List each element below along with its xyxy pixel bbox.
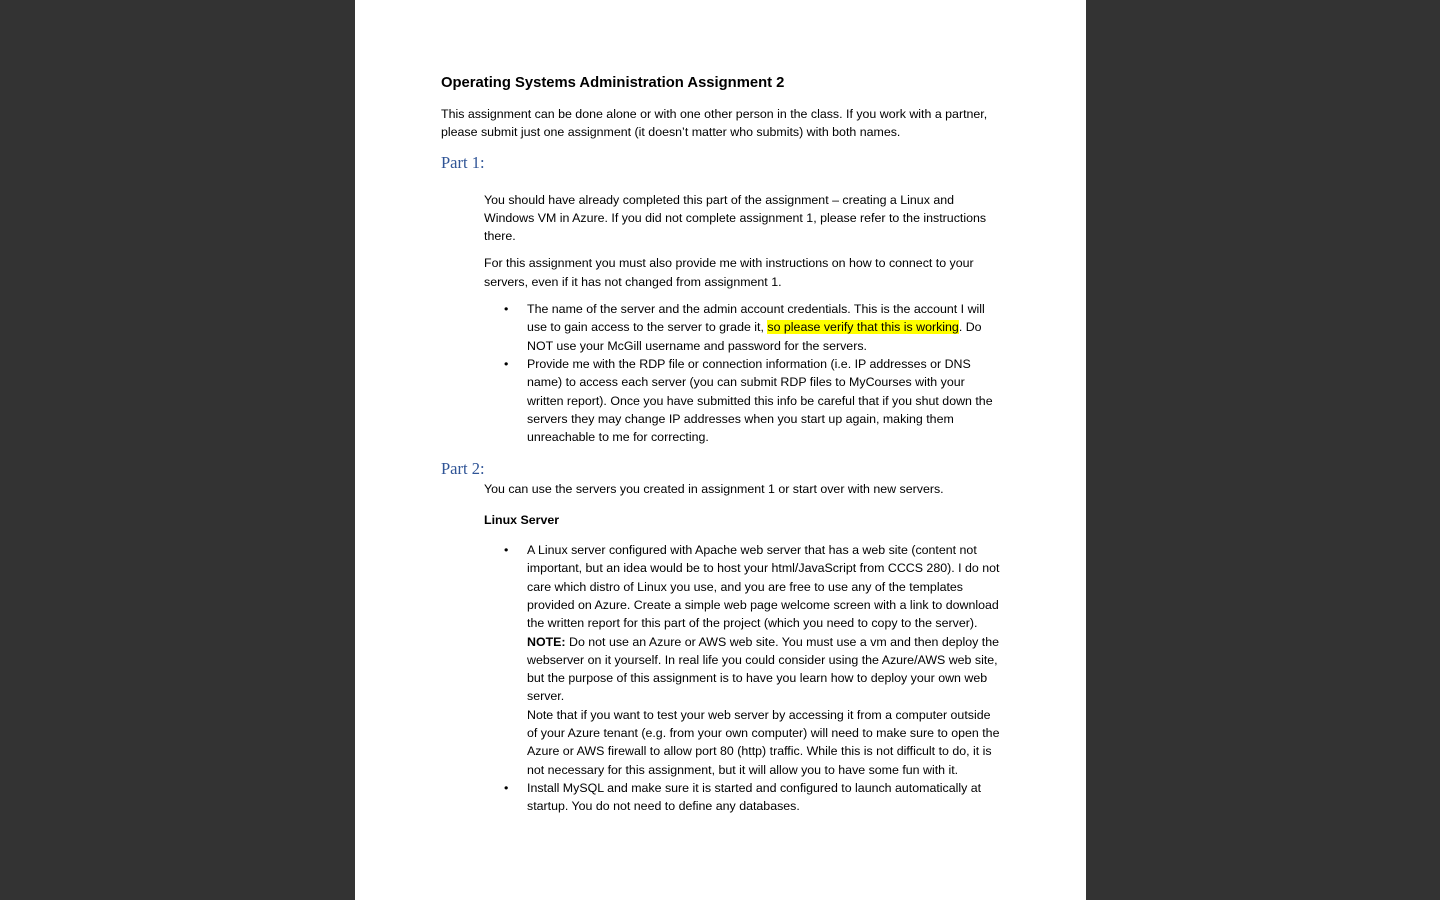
page-content [441, 72, 1007, 816]
bullet-icon: • [504, 543, 509, 558]
bullet-text-before: The name of the server and the admin account credentials. This is the account I will use to gain access to the server to grade it, [527, 302, 985, 335]
bullet-text: Install MySQL and make sure it is started and configured to launch automatically at startup. You do not need to define any databases. [527, 780, 982, 814]
bullet-text-part1: A Linux server configured with Apache web server that has a web site (content not important, but an idea would be to host your html/JavaScript from CCCS 280). I do not care which distro of Linux you use, and you are free to use any of the templates provided on Azure. Create a simple web page welcome screen with a link to download the written report for this part of the project (which you need to copy to the server). [527, 543, 1000, 631]
part1-heading: Part 1: [441, 152, 485, 172]
bullet-text: Provide me with the RDP file or connection information (i.e. IP addresses or DNS name) to access each server (you can submit RDP files to MyCourses with your written report). Once you have submitted this info be careful that if you shut down the servers they may change IP addresses when you start up again, making them unreachable to me for correcting. [527, 356, 993, 445]
bullet-icon: • [504, 780, 509, 795]
bullet-text-part3: Note that if you want to test your web server by accessing it from a computer outside of your Azure tenant (e.g. from your own computer) will need to make sure to open the Azure or AWS firewall to allow port 80 (http) traffic. While this is not difficult to do, it is not necessary for this assignment, but it will allow you to have some fun with it. [527, 707, 1000, 777]
list-item [484, 779, 1001, 816]
part1-paragraph-2: For this assignment you must also provide me with instructions on how to connect to your servers, even if it has not changed from assignment 1. [484, 256, 974, 289]
list-item [484, 355, 1001, 446]
part2-paragraph-1: You can use the servers you created in assignment 1 or start over with new servers. [484, 482, 944, 497]
part2-body [484, 480, 1001, 815]
part1-body [484, 191, 1001, 447]
bullet-icon: • [504, 356, 509, 371]
bullet-text-after: . Do NOT use your McGill username and password for the servers. [527, 320, 982, 353]
part2-heading: Part 2: [441, 459, 485, 479]
list-item [484, 541, 1001, 779]
part1-paragraph-1: You should have already completed this part of the assignment – creating a Linux and Windows VM in Azure. If you did not complete assignment 1, please refer to the instructions there. [484, 192, 987, 244]
note-label: NOTE: [527, 634, 566, 649]
list-item [484, 300, 1001, 355]
part1-bullet-list [484, 300, 1001, 446]
highlighted-text: so please verify that this is working [767, 320, 959, 335]
intro-paragraph: This assignment can be done alone or with one other person in the class. If you work with a partner, please submit just one assignment (it doesn’t matter who submits) with both names. [441, 107, 988, 140]
bullet-text-part2: Do not use an Azure or AWS web site. You must use a vm and then deploy the webserver on it yourself. In real life you could consider using the Azure/AWS web site, but the purpose of this assignment is to have you learn how to deploy your own web server. [527, 634, 1000, 704]
document-title: Operating Systems Administration Assignment 2 [441, 75, 785, 91]
document-page [355, 0, 1086, 900]
linux-server-heading: Linux Server [484, 512, 560, 527]
part2-bullet-list [484, 541, 1001, 815]
bullet-icon: • [504, 302, 509, 317]
